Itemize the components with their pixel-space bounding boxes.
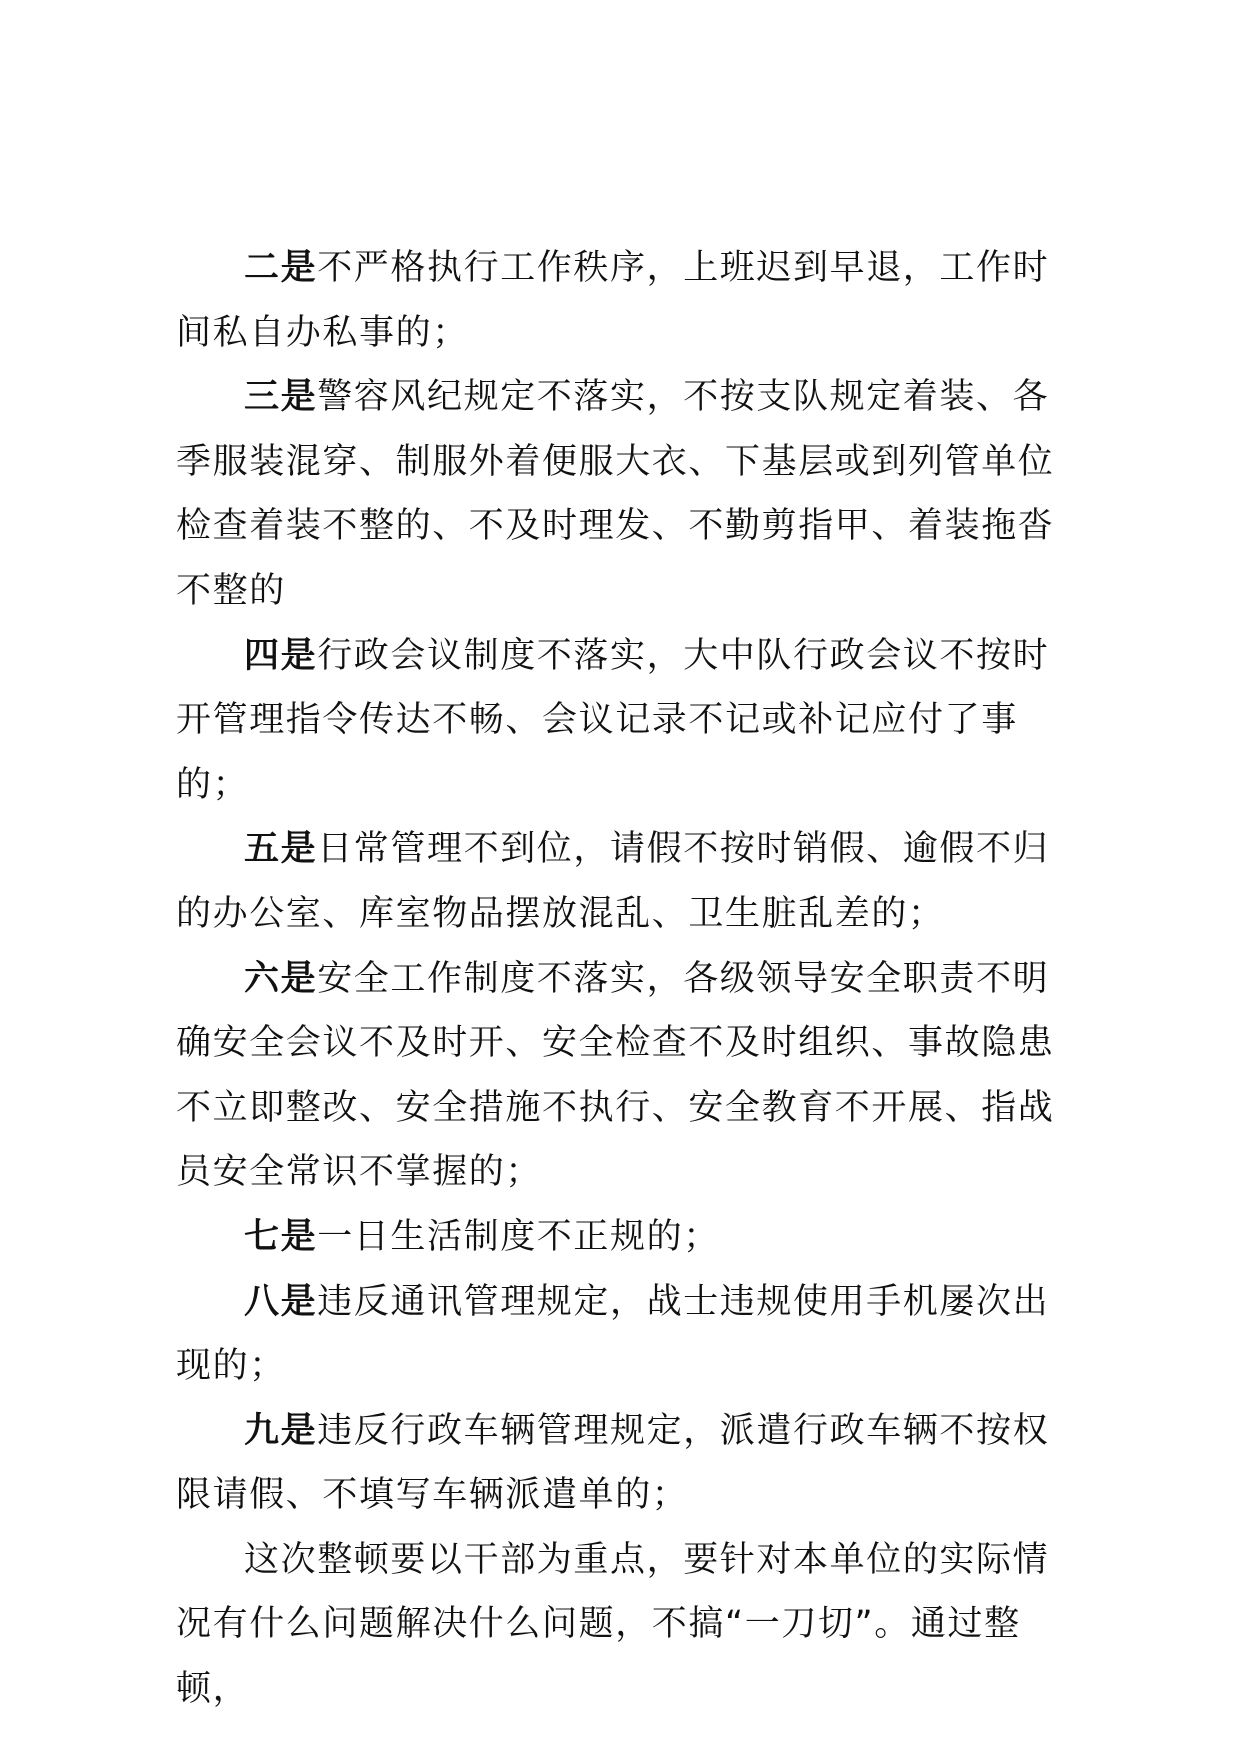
paragraph-summary bbox=[176, 1528, 1076, 1722]
paragraph-lead: 六是 bbox=[244, 958, 318, 999]
paragraph-text: 违反通讯管理规定，战士违规使用手机屡次出现的； bbox=[176, 1281, 1050, 1387]
paragraph-lead: 九是 bbox=[244, 1410, 318, 1451]
paragraph-item-9 bbox=[176, 1399, 1076, 1528]
paragraph-item-6 bbox=[176, 947, 1076, 1205]
paragraph-item-7 bbox=[176, 1205, 1076, 1270]
paragraph-text: 违反行政车辆管理规定，派遣行政车辆不按权限请假、不填写车辆派遣单的； bbox=[176, 1410, 1050, 1516]
paragraph-lead: 三是 bbox=[244, 377, 318, 418]
paragraph-text: 一日生活制度不正规的； bbox=[317, 1216, 720, 1257]
paragraph-lead: 八是 bbox=[244, 1281, 318, 1322]
paragraph-text: 安全工作制度不落实，各级领导安全职责不明确安全会议不及时开、安全检查不及时组织、事故隐患不立即整改、安全措施不执行、安全教育不开展、指战员安全常识不掌握的； bbox=[176, 958, 1055, 1193]
paragraph-lead: 二是 bbox=[244, 248, 318, 288]
document-body bbox=[176, 236, 1076, 1722]
paragraph-text: 警容风纪规定不落实，不按支队规定着装、各季服装混穿、制服外着便服大衣、下基层或到列管单位检查着装不整的、不及时理发、不勤剪指甲、着装拖沓不整的 bbox=[176, 377, 1055, 611]
paragraph-text: 日常管理不到位，请假不按时销假、逾假不归的办公室、库室物品摆放混乱、卫生脏乱差的； bbox=[176, 829, 1050, 934]
paragraph-lead: 七是 bbox=[244, 1216, 318, 1257]
paragraph-item-5 bbox=[176, 817, 1076, 946]
paragraph-text: 这次整顿要以干部为重点，要针对本单位的实际情况有什么问题解决什么问题，不搞“一刀切”。通过整顿， bbox=[176, 1539, 1050, 1710]
paragraph-lead: 五是 bbox=[244, 829, 318, 870]
paragraph-item-3 bbox=[176, 365, 1076, 623]
paragraph-text: 行政会议制度不落实，大中队行政会议不按时开管理指令传达不畅、会议记录不记或补记应付了事的； bbox=[176, 635, 1050, 805]
paragraph-lead: 四是 bbox=[244, 635, 318, 676]
paragraph-item-4 bbox=[176, 624, 1076, 818]
paragraph-text: 不严格执行工作秩序，上班迟到早退，工作时间私自办私事的； bbox=[176, 248, 1050, 353]
paragraph-item-2 bbox=[176, 236, 1076, 365]
paragraph-item-8 bbox=[176, 1270, 1076, 1399]
